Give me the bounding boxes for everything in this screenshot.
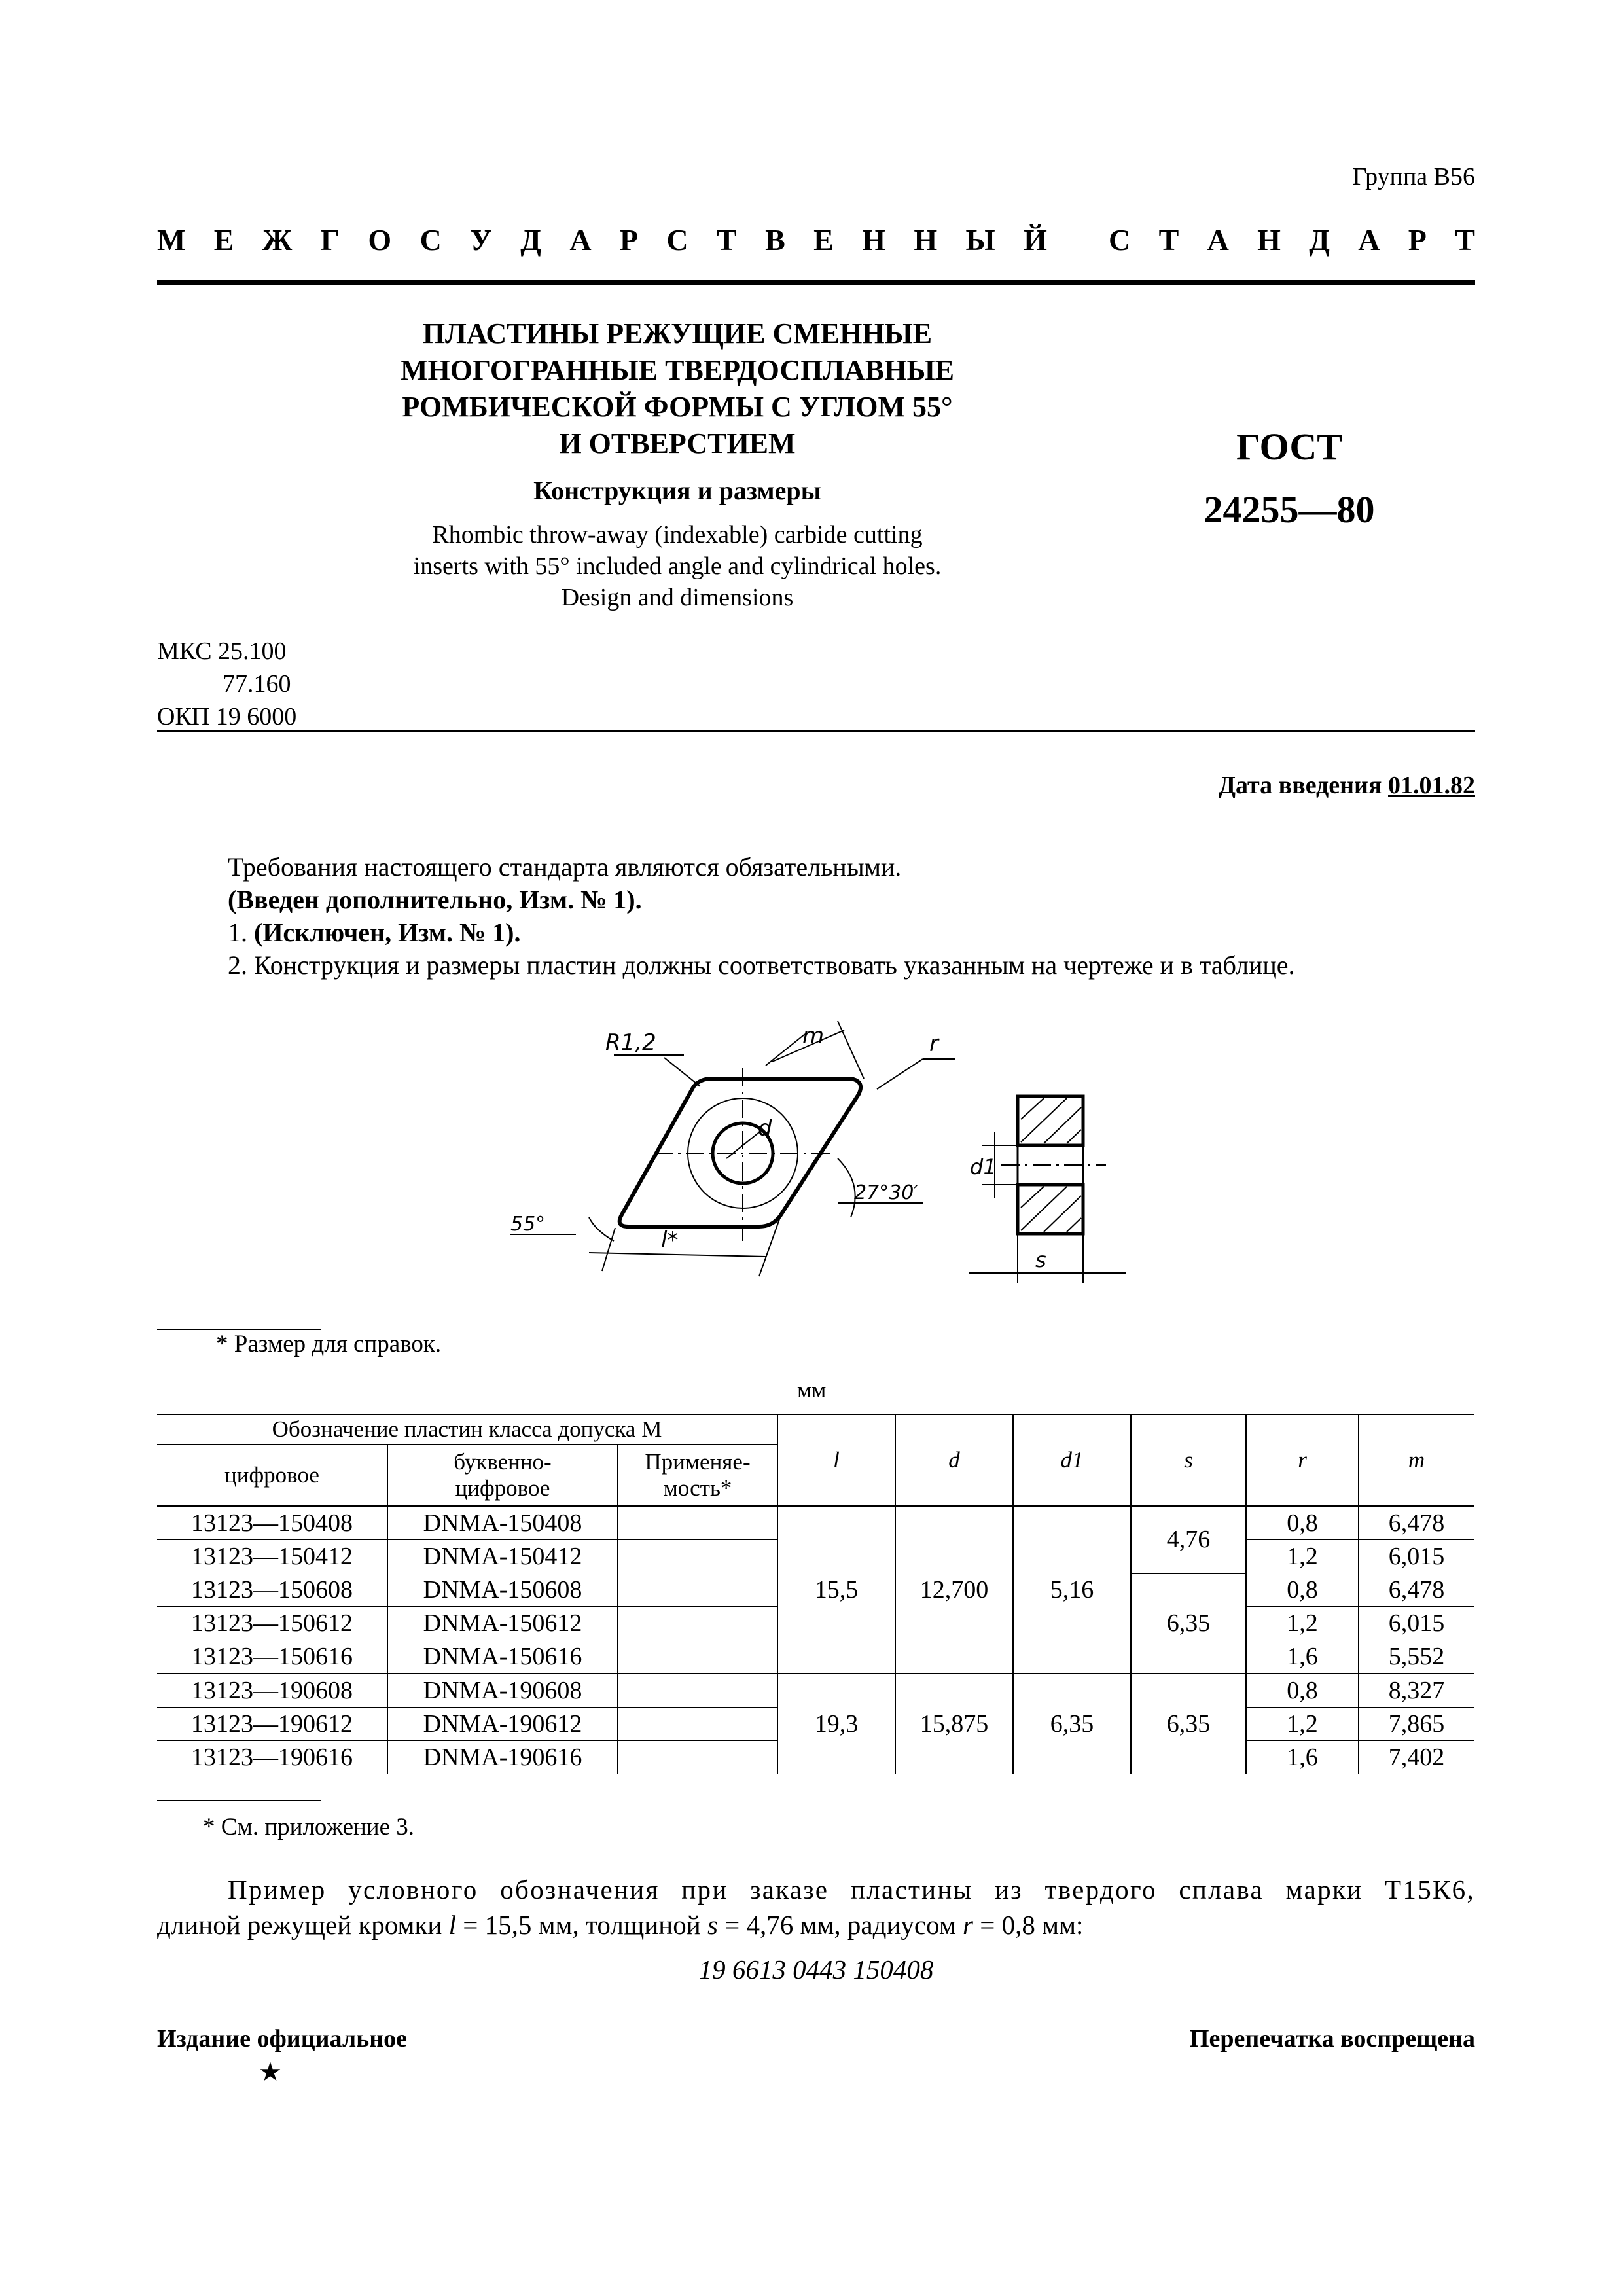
okp-code: ОКП 19 6000 [157,703,297,730]
cell-digital: 13123—190608 [157,1674,387,1708]
r-leader [877,1059,923,1089]
title-line-1: ПЛАСТИНЫ РЕЖУЩИЕ СМЕННЫЕ [422,317,933,350]
cell-digital: 13123—150616 [157,1640,387,1674]
mks-code-2: 77.160 [223,670,291,698]
m-label: m [802,1023,825,1049]
angle55-arc [589,1217,614,1241]
header-d1: d1 [1013,1414,1131,1506]
title-line-2: МНОГОГРАННЫЕ ТВЕРДОСПЛАВНЫЕ [400,354,955,386]
paragraph-1: Требования настоящего стандарта являются обязательными. [228,852,902,882]
cell-m: 6,015 [1388,1543,1445,1570]
cell-s-group-1b: 6,35 [1131,1573,1246,1674]
banner-right: С Т А Н Д А Р Т [1109,223,1475,257]
insert-drawing [497,1021,1139,1296]
example-text-a: длиной режущей кромки [157,1910,449,1940]
dimensions-table [157,1414,1474,1774]
side-hatch-6 [1021,1187,1067,1230]
cell-alpha: DNMA-150412 [387,1540,618,1573]
english-line-3: Design and dimensions [561,584,794,611]
header-m: m [1408,1447,1425,1473]
cell-digital: 13123—150608 [157,1573,387,1607]
cell-d-group-2: 15,875 [895,1674,1013,1774]
cell-digital: 13123—190616 [157,1741,387,1774]
cell-alpha: DNMA-190616 [387,1741,618,1774]
cell-s-group-1a: 4,76 [1131,1506,1246,1573]
cell-applicability [618,1506,777,1540]
cell-applicability [618,1741,777,1774]
cell-r: 1,2 [1246,1540,1359,1573]
title-block [288,315,1067,613]
english-line-2: inserts with 55° included angle and cylindrical holes. [413,552,942,580]
cell-applicability [618,1708,777,1741]
example-line-2 [157,1907,1475,1943]
example-line-1: Пример условного обозначения при заказе пластины из твердого сплава марки Т15К6, [228,1874,1475,1905]
cell-digital: 13123—150612 [157,1607,387,1640]
header-designation-group: Обозначение пластин класса допуска М [157,1414,777,1444]
cell-m: 7,865 [1388,1710,1445,1738]
english-title [288,519,1067,613]
table-row [157,1674,1474,1708]
d-label: d [758,1115,772,1141]
cell-r: 1,6 [1246,1741,1359,1774]
cell-m: 6,015 [1388,1609,1445,1637]
angle-arc [838,1158,855,1217]
date-label: Дата введения [1218,772,1382,799]
cell-l-group-1: 15,5 [777,1506,895,1674]
top-rule [157,280,1475,285]
cell-d1-group-2: 6,35 [1013,1674,1131,1774]
paragraph-3-number: 1. [228,918,247,947]
group-label: Группа В56 [1352,163,1475,190]
side-hatch-1 [1021,1098,1044,1119]
cell-l-group-2: 19,3 [777,1674,895,1774]
gost-designation [1165,416,1414,541]
middle-rule [157,730,1475,732]
designation-example [157,1872,1475,1943]
cell-s-group-2: 6,35 [1131,1674,1246,1774]
header-applicability: Применяе-мость* [618,1444,777,1506]
gost-number: 24255—80 [1204,488,1375,531]
footnote-2: * См. приложение 3. [203,1814,415,1840]
angle-label: 27°30′ [854,1181,919,1204]
cell-m: 8,327 [1388,1677,1445,1704]
cell-alpha: DNMA-150616 [387,1640,618,1674]
body-text [228,851,1295,982]
title-line-3: РОМБИЧЕСКОЙ ФОРМЫ С УГЛОМ 55° [402,391,953,423]
d1-label: d1 [970,1155,997,1179]
cell-r: 1,2 [1246,1607,1359,1640]
cell-applicability [618,1573,777,1607]
cell-r: 0,8 [1246,1674,1359,1708]
header-digital: цифровое [157,1444,387,1506]
official-edition: Издание официальное [157,2025,408,2053]
cell-applicability [618,1674,777,1708]
cell-digital: 13123—190612 [157,1708,387,1741]
l-label: l* [661,1227,679,1253]
header-r: r [1246,1414,1359,1506]
cell-r: 0,8 [1246,1506,1359,1540]
cell-applicability [618,1607,777,1640]
radius-leader-diagonal [664,1058,700,1086]
cell-applicability [618,1640,777,1674]
subtitle: Конструкция и размеры [533,476,821,505]
side-hatch-4 [1067,1130,1081,1143]
cell-alpha: DNMA-150608 [387,1573,618,1607]
paragraph-3-text: (Исключен, Изм. № 1). [254,918,521,947]
cell-alpha: DNMA-150408 [387,1506,618,1540]
example-text-c: = 4,76 мм, радиусом [717,1910,963,1940]
radius-label: R1,2 [605,1030,656,1056]
date-value: 01.01.82 [1388,772,1475,799]
cell-r: 0,8 [1246,1573,1359,1607]
table-row [157,1506,1474,1540]
cell-m: 6,478 [1388,1509,1445,1537]
side-hatch-7 [1044,1196,1081,1232]
footnote-2-rule [157,1800,321,1801]
cell-m: 7,402 [1388,1744,1445,1771]
example-text-b: = 15,5 мм, толщиной [455,1910,707,1940]
gost-label: ГОСТ [1236,425,1342,468]
classification-codes [157,635,296,733]
m-ext-2 [838,1021,864,1079]
example-var-l: l [448,1910,456,1940]
english-line-1: Rhombic throw-away (indexable) carbide cutting [432,521,923,548]
cell-m: 6,478 [1388,1576,1445,1604]
angle55-label: 55° [510,1213,546,1236]
header-l: l [777,1414,895,1506]
cell-m: 5,552 [1388,1643,1445,1670]
table-unit: мм [797,1377,827,1403]
side-hatch-8 [1067,1218,1081,1232]
side-hatch-3 [1044,1107,1081,1143]
mks-code-1: МКС 25.100 [157,637,287,665]
paragraph-3 [228,916,1295,949]
cell-r: 1,2 [1246,1708,1359,1741]
cell-r: 1,6 [1246,1640,1359,1674]
cell-alpha: DNMA-150612 [387,1607,618,1640]
header-alpha: буквенно-цифровое [387,1444,618,1506]
paragraph-2: (Введен дополнительно, Изм. № 1). [228,885,642,914]
side-hatch-2 [1021,1098,1067,1142]
standard-banner [157,223,1475,257]
r-label: r [929,1031,938,1057]
cell-d-group-1: 12,700 [895,1506,1013,1674]
cell-alpha: DNMA-190612 [387,1708,618,1741]
example-var-s: s [707,1910,718,1940]
title-line-4: И ОТВЕРСТИЕМ [559,427,796,459]
header-s: s [1131,1414,1246,1506]
example-var-r: r [963,1910,974,1940]
paragraph-4: 2. Конструкция и размеры пластин должны соответствовать указанным на чертеже и в таблице. [228,950,1295,980]
cell-alpha: DNMA-190608 [387,1674,618,1708]
example-code: 19 6613 0443 150408 [698,1954,934,1984]
cell-applicability [618,1540,777,1573]
cell-digital: 13123—150412 [157,1540,387,1573]
reprint-prohibited: Перепечатка воспрещена [1189,2025,1475,2053]
banner-left: М Е Ж Г О С У Д А Р С Т В Е Н Н Ы Й [157,223,1047,257]
s-label: s [1035,1247,1046,1272]
side-hatch-5 [1021,1187,1044,1208]
cell-digital: 13123—150408 [157,1506,387,1540]
effective-date [1219,771,1475,800]
star-icon: ★ [259,2057,282,2087]
footnote-1: * Размер для справок. [216,1331,442,1357]
example-text-d: = 0,8 мм: [973,1910,1084,1940]
cell-d1-group-1: 5,16 [1013,1506,1131,1674]
header-d: d [895,1414,1013,1506]
